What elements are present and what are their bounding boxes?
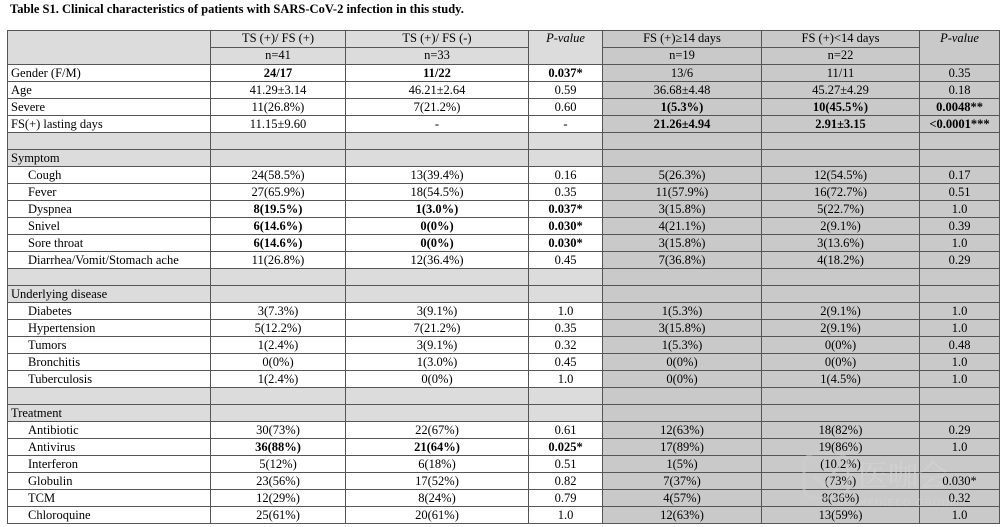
row-label: Diarrhea/Vomit/Stomach ache: [8, 252, 211, 269]
table-row: [8, 456, 1000, 473]
value-cell: 0.35: [920, 65, 1000, 82]
value-cell: 6(14.6%): [211, 218, 346, 235]
value-cell: 3(15.8%): [603, 201, 762, 218]
value-cell: 0(0%): [346, 218, 529, 235]
spacer-cell: [920, 388, 1000, 405]
value-cell: 1.0: [920, 507, 1000, 524]
value-cell: 0.17: [920, 167, 1000, 184]
value-cell: 0.037*: [529, 65, 603, 82]
value-cell: 0.32: [529, 337, 603, 354]
table-row: [8, 116, 1000, 133]
row-label: Tuberculosis: [8, 371, 211, 388]
table-row: [8, 99, 1000, 116]
row-label: Bronchitis: [8, 354, 211, 371]
value-cell: 0.16: [529, 167, 603, 184]
row-label: Gender (F/M): [8, 65, 211, 82]
value-cell: 0.51: [920, 184, 1000, 201]
group-filler: [920, 405, 1000, 422]
value-cell: 0.45: [529, 252, 603, 269]
value-cell: 36(88%): [211, 439, 346, 456]
value-cell: 18(54.5%): [346, 184, 529, 201]
value-cell: 0.79: [529, 490, 603, 507]
value-cell: 16(72.7%): [762, 184, 920, 201]
value-cell: 11.15±9.60: [211, 116, 346, 133]
value-cell: 5(26.3%): [603, 167, 762, 184]
value-cell: 0.45: [529, 354, 603, 371]
value-cell: 5(22.7%): [762, 201, 920, 218]
value-cell: 3(13.6%): [762, 235, 920, 252]
spacer-cell: [603, 388, 762, 405]
value-cell: 0.030*: [529, 218, 603, 235]
value-cell: 46.21±2.64: [346, 82, 529, 99]
row-label: Globulin: [8, 473, 211, 490]
value-cell: 1.0: [920, 320, 1000, 337]
value-cell: 12(36.4%): [346, 252, 529, 269]
row-label: Snivel: [8, 218, 211, 235]
row-label: Cough: [8, 167, 211, 184]
value-cell: (73%): [762, 473, 920, 490]
value-cell: 1.0: [529, 371, 603, 388]
value-cell: 1(5.3%): [603, 303, 762, 320]
value-cell: 8(19.5%): [211, 201, 346, 218]
value-cell: 8(36%): [762, 490, 920, 507]
row-label: Dyspnea: [8, 201, 211, 218]
value-cell: 0.82: [529, 473, 603, 490]
value-cell: 1(2.4%): [211, 371, 346, 388]
spacer-cell: [211, 133, 346, 150]
spacer-cell: [762, 388, 920, 405]
value-cell: 25(61%): [211, 507, 346, 524]
spacer-cell: [8, 388, 211, 405]
group-row: [8, 405, 1000, 422]
group-filler: [346, 150, 529, 167]
value-cell: 21.26±4.94: [603, 116, 762, 133]
value-cell: 3(9.1%): [346, 303, 529, 320]
value-cell: 20(61%): [346, 507, 529, 524]
spacer-cell: [529, 388, 603, 405]
row-label: Diabetes: [8, 303, 211, 320]
value-cell: 1(5.3%): [603, 337, 762, 354]
value-cell: 5(12.2%): [211, 320, 346, 337]
group-label: Underlying disease: [8, 286, 211, 303]
value-cell: 27(65.9%): [211, 184, 346, 201]
row-label: Age: [8, 82, 211, 99]
value-cell: 24(58.5%): [211, 167, 346, 184]
group-filler: [762, 405, 920, 422]
value-cell: (10.2%): [762, 456, 920, 473]
value-cell: 1(5.3%): [603, 99, 762, 116]
value-cell: 3(15.8%): [603, 235, 762, 252]
group-label: Treatment: [8, 405, 211, 422]
value-cell: 2(9.1%): [762, 320, 920, 337]
value-cell: 0.18: [920, 82, 1000, 99]
value-cell: 0.48: [920, 337, 1000, 354]
value-cell: 1(4.5%): [762, 371, 920, 388]
value-cell: 1.0: [920, 235, 1000, 252]
group-filler: [211, 405, 346, 422]
table-row: [8, 354, 1000, 371]
value-cell: 1.0: [920, 303, 1000, 320]
value-cell: 0.29: [920, 422, 1000, 439]
table-row: [8, 184, 1000, 201]
value-cell: 11(26.8%): [211, 99, 346, 116]
value-cell: 13/6: [603, 65, 762, 82]
spacer-cell: [603, 269, 762, 286]
row-label: Antibiotic: [8, 422, 211, 439]
value-cell: 36.68±4.48: [603, 82, 762, 99]
group-filler: [529, 286, 603, 303]
header-col5-title: FS (+)<14 days: [762, 31, 920, 48]
value-cell: 1.0: [920, 354, 1000, 371]
value-cell: 0.59: [529, 82, 603, 99]
table-row: [8, 490, 1000, 507]
value-cell: 0.030*: [920, 473, 1000, 490]
header-col5-sub: n=22: [762, 48, 920, 65]
value-cell: 7(36.8%): [603, 252, 762, 269]
spacer-cell: [346, 388, 529, 405]
group-label: Symptom: [8, 150, 211, 167]
value-cell: 0(0%): [211, 354, 346, 371]
group-filler: [920, 286, 1000, 303]
group-filler: [603, 405, 762, 422]
value-cell: [920, 456, 1000, 473]
value-cell: -: [529, 116, 603, 133]
group-filler: [211, 286, 346, 303]
header-col1-title: TS (+)/ FS (+): [211, 31, 346, 48]
group-filler: [529, 150, 603, 167]
value-cell: 4(18.2%): [762, 252, 920, 269]
value-cell: 3(9.1%): [346, 337, 529, 354]
value-cell: 0.60: [529, 99, 603, 116]
value-cell: 23(56%): [211, 473, 346, 490]
row-label: Hypertension: [8, 320, 211, 337]
value-cell: 0.030*: [529, 235, 603, 252]
spacer-cell: [8, 133, 211, 150]
group-filler: [211, 150, 346, 167]
value-cell: 1(3.0%): [346, 354, 529, 371]
header-col2-title: TS (+)/ FS (-): [346, 31, 529, 48]
group-filler: [529, 405, 603, 422]
row-label: TCM: [8, 490, 211, 507]
group-filler: [920, 150, 1000, 167]
value-cell: 4(57%): [603, 490, 762, 507]
value-cell: 11(57.9%): [603, 184, 762, 201]
value-cell: -: [346, 116, 529, 133]
spacer-row: [8, 269, 1000, 286]
value-cell: 13(59%): [762, 507, 920, 524]
value-cell: 7(21.2%): [346, 320, 529, 337]
value-cell: 24/17: [211, 65, 346, 82]
header-blank: [8, 31, 211, 65]
value-cell: 0.35: [529, 184, 603, 201]
table-row: [8, 235, 1000, 252]
spacer-cell: [920, 133, 1000, 150]
spacer-cell: [8, 269, 211, 286]
value-cell: 11/22: [346, 65, 529, 82]
value-cell: 2.91±3.15: [762, 116, 920, 133]
value-cell: 12(63%): [603, 422, 762, 439]
group-row: [8, 150, 1000, 167]
value-cell: <0.0001***: [920, 116, 1000, 133]
value-cell: 19(86%): [762, 439, 920, 456]
value-cell: 17(52%): [346, 473, 529, 490]
value-cell: 5(12%): [211, 456, 346, 473]
group-filler: [762, 150, 920, 167]
table-row: [8, 167, 1000, 184]
value-cell: 30(73%): [211, 422, 346, 439]
table-row: [8, 320, 1000, 337]
value-cell: 0.32: [920, 490, 1000, 507]
group-row: [8, 286, 1000, 303]
table-row: [8, 439, 1000, 456]
value-cell: 1(2.4%): [211, 337, 346, 354]
group-filler: [346, 286, 529, 303]
table-row: [8, 337, 1000, 354]
header-col4-title: FS (+)≥14 days: [603, 31, 762, 48]
value-cell: 6(18%): [346, 456, 529, 473]
table-row: [8, 303, 1000, 320]
watermark-sub: MEDIECO GROUP: [858, 498, 957, 509]
value-cell: 0.037*: [529, 201, 603, 218]
value-cell: 7(37%): [603, 473, 762, 490]
table-row: [8, 473, 1000, 490]
row-label: Antivirus: [8, 439, 211, 456]
value-cell: 0.0048**: [920, 99, 1000, 116]
spacer-cell: [211, 269, 346, 286]
spacer-cell: [529, 133, 603, 150]
clinical-characteristics-table: [7, 30, 1000, 524]
value-cell: 3(15.8%): [603, 320, 762, 337]
value-cell: 0.51: [529, 456, 603, 473]
group-filler: [762, 286, 920, 303]
value-cell: 0(0%): [762, 354, 920, 371]
group-filler: [603, 286, 762, 303]
row-label: FS(+) lasting days: [8, 116, 211, 133]
row-label: Interferon: [8, 456, 211, 473]
row-label: Severe: [8, 99, 211, 116]
value-cell: 11/11: [762, 65, 920, 82]
spacer-cell: [529, 269, 603, 286]
value-cell: 11(26.8%): [211, 252, 346, 269]
value-cell: 6(14.6%): [211, 235, 346, 252]
table-row: [8, 201, 1000, 218]
table-row: [8, 507, 1000, 524]
value-cell: 1.0: [920, 371, 1000, 388]
value-cell: 17(89%): [603, 439, 762, 456]
value-cell: 18(82%): [762, 422, 920, 439]
table-row: [8, 65, 1000, 82]
value-cell: 1.0: [529, 303, 603, 320]
value-cell: 7(21.2%): [346, 99, 529, 116]
value-cell: 4(21.1%): [603, 218, 762, 235]
table-row: [8, 371, 1000, 388]
row-label: Sore throat: [8, 235, 211, 252]
value-cell: 12(63%): [603, 507, 762, 524]
header-col1-sub: n=41: [211, 48, 346, 65]
row-label: Fever: [8, 184, 211, 201]
spacer-cell: [211, 388, 346, 405]
table-caption: Table S1. Clinical characteristics of patients with SARS-CoV-2 infection in this study.: [10, 2, 464, 16]
value-cell: 13(39.4%): [346, 167, 529, 184]
value-cell: 1(5%): [603, 456, 762, 473]
value-cell: 21(64%): [346, 439, 529, 456]
value-cell: 3(7.3%): [211, 303, 346, 320]
header-col3-title: P-value: [529, 31, 603, 65]
value-cell: 0.35: [529, 320, 603, 337]
spacer-row: [8, 133, 1000, 150]
header-col4-sub: n=19: [603, 48, 762, 65]
spacer-cell: [346, 269, 529, 286]
value-cell: 1.0: [529, 507, 603, 524]
header-col2-sub: n=33: [346, 48, 529, 65]
value-cell: 0(0%): [762, 337, 920, 354]
value-cell: 0.61: [529, 422, 603, 439]
value-cell: 2(9.1%): [762, 303, 920, 320]
value-cell: 12(29%): [211, 490, 346, 507]
spacer-cell: [346, 133, 529, 150]
table-row: [8, 422, 1000, 439]
value-cell: 22(67%): [346, 422, 529, 439]
value-cell: 0(0%): [603, 371, 762, 388]
group-filler: [603, 150, 762, 167]
row-label: Tumors: [8, 337, 211, 354]
value-cell: 0(0%): [346, 235, 529, 252]
value-cell: 0.29: [920, 252, 1000, 269]
group-filler: [346, 405, 529, 422]
value-cell: 12(54.5%): [762, 167, 920, 184]
table-body: [8, 65, 1000, 524]
value-cell: 0(0%): [603, 354, 762, 371]
spacer-cell: [762, 133, 920, 150]
header-col6-title: P-value: [920, 31, 1000, 65]
row-label: Chloroquine: [8, 507, 211, 524]
spacer-cell: [920, 269, 1000, 286]
value-cell: 1(3.0%): [346, 201, 529, 218]
watermark-brand: 医咖会: [858, 459, 948, 494]
value-cell: 0.39: [920, 218, 1000, 235]
value-cell: 2(9.1%): [762, 218, 920, 235]
value-cell: 8(24%): [346, 490, 529, 507]
value-cell: 0(0%): [346, 371, 529, 388]
value-cell: 0.025*: [529, 439, 603, 456]
table-row: [8, 218, 1000, 235]
table-row: [8, 82, 1000, 99]
spacer-row: [8, 388, 1000, 405]
table-row: [8, 252, 1000, 269]
value-cell: 10(45.5%): [762, 99, 920, 116]
value-cell: 45.27±4.29: [762, 82, 920, 99]
spacer-cell: [762, 269, 920, 286]
spacer-cell: [603, 133, 762, 150]
value-cell: 41.29±3.14: [211, 82, 346, 99]
value-cell: 1.0: [920, 201, 1000, 218]
value-cell: 1.0: [920, 439, 1000, 456]
